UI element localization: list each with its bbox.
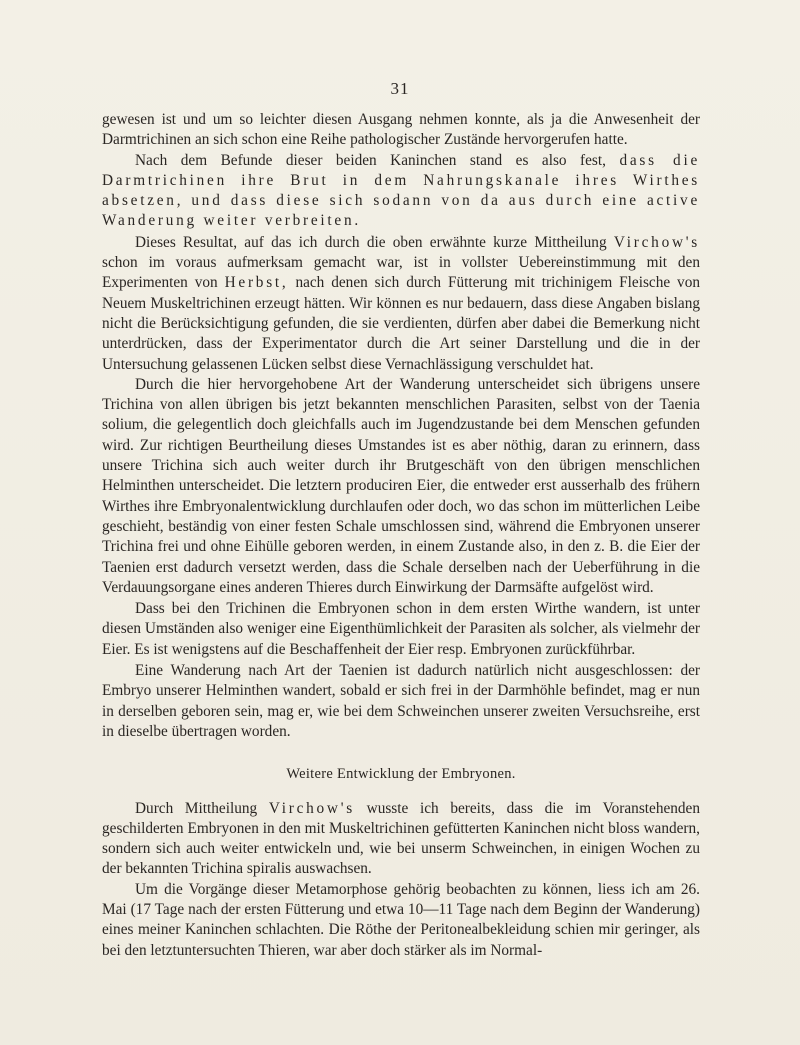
paragraph-2 — [102, 151, 700, 232]
paragraph-7-text-a: Durch Mittheilung — [135, 799, 258, 817]
paragraph-5: Dass bei den Trichinen die Embryonen schon in dem ersten Wirthe wandern, ist unter diesen Umständen also weniger eine Eigenthümlichkeit der Parasiten als solcher, als vielmehr der Eier. Es ist wenigstens auf die Beschaffenheit der Eier resp. Embryonen zurückführbar. — [102, 600, 700, 658]
paragraph-4: Durch die hier hervorgehobene Art der Wanderung unterscheidet sich übrigens unsere Trichina von allen übrigen bis jetzt bekannten menschlichen Parasiten, selbst von der Taenia solium, die gelegentlich doch gleichfalls auch im Jugendzustande bei dem Menschen gefunden wird. Zur richtigen Beurtheilung dieses Umstandes ist es aber nöthig, daran zu erinnern, dass unsere Trichina sich auch weiter durch ihr Brutgeschäft von den übrigen menschlichen Helminthen unterscheidet. Die letztern produciren Eier, die entweder erst ausserhalb des frühern Wirthes ihre Embryonalentwicklung durchlaufen oder doch, wo das schon im mütterlichen Leibe geschieht, beständig von einer festen Schale umschlossen sind, während die Embryonen unserer Trichina frei und ohne Eihülle geboren werden, in einem Zustande also, in den z. B. die Eier der Taenien erst dadurch versetzt werden, dass die Schale derselben nach der Ueberführung in die Verdauungsorgane eines anderen Thieres durch Einwirkung der Darmsäfte aufgelöst wird. — [102, 375, 700, 596]
paragraph-7 — [102, 799, 700, 880]
section-heading: Weitere Entwicklung der Embryonen. — [286, 766, 516, 783]
paragraph-2-text: Nach dem Befunde dieser beiden Kaninchen stand es also fest, — [135, 151, 606, 169]
paragraph-7-text-b: wusste ich bereits, dass die im Voranstehenden geschilderten Embryonen in den mit Muskeltrichinen gefütterten Kaninchen nicht bloss wandern, sondern sich auch weiter entwickeln und, wie bei unserm Schweinchen, in einigen Wochen zu der bekannten Trichina spiralis auswachsen. — [102, 799, 700, 878]
author-name-herbst: Herbst, — [224, 274, 289, 292]
body-text — [102, 110, 700, 961]
paragraph-3-text-b: schon im voraus aufmerksam gemacht war, ist in vollster Uebereinstimmung mit den Experimenten von — [102, 254, 700, 292]
author-name-virchow-2: Virchow's — [268, 799, 355, 817]
paragraph-6: Eine Wanderung nach Art der Taenien ist dadurch natürlich nicht ausgeschlossen: der Embryo unserer Helminthen wandert, sobald er sich frei in der Darmhöhle befindet, mag er nun in derselben geboren sein, mag er, wie bei dem Schweinchen unserer zweiten Versuchsreihe, erst in dieselbe übertragen worden. — [102, 662, 700, 740]
paragraph-3-text-a: Dieses Resultat, auf das ich durch die oben erwähnte kurze Mittheilung — [135, 233, 607, 251]
author-name-virchow: Virchow's — [613, 233, 700, 251]
paragraph-1: gewesen ist und um so leichter diesen Ausgang nehmen konnte, als ja die Anwesenheit der Darmtrichinen an sich schon eine Reihe pathologischer Zustände hervorgerufen hatte. — [102, 111, 700, 149]
paragraph-3-text-c: nach denen sich durch Fütterung mit trichinigem Fleische von Neuem Muskeltrichinen erzeugt hätten. Wir können es nur bedauern, dass diese Angaben bislang nicht die Berücksichtigung gefunden, die sie verdienten, dürfen aber dabei die Bemerkung nicht unterdrücken, dass der Experimentator durch die Art seiner Darstellung und die in der Untersuchung gelassenen Lücken selbst diese Vernachlässigung verschuldet hat. — [102, 274, 701, 373]
page-number: 31 — [390, 79, 410, 98]
paragraph-3 — [102, 233, 700, 375]
paragraph-2-emphasis: dass die Darmtrichinen ihre Brut in dem Nahrungskanale ihres Wirthes absetzen, und dass diese sich sodann von da aus durch eine active Wanderung weiter verbreiten. — [102, 151, 701, 230]
paragraph-8: Um die Vorgänge dieser Metamorphose gehörig beobachten zu können, liess ich am 26. Mai (17 Tage nach der ersten Fütterung und etwa 10—11 Tage nach dem Beginn der Wanderung) eines meiner Kaninchen schlachten. Die Röthe der Peritonealbekleidung schien mir geringer, als bei den letztuntersuchten Thieren, war aber doch stärker als im Normal- — [102, 880, 700, 959]
